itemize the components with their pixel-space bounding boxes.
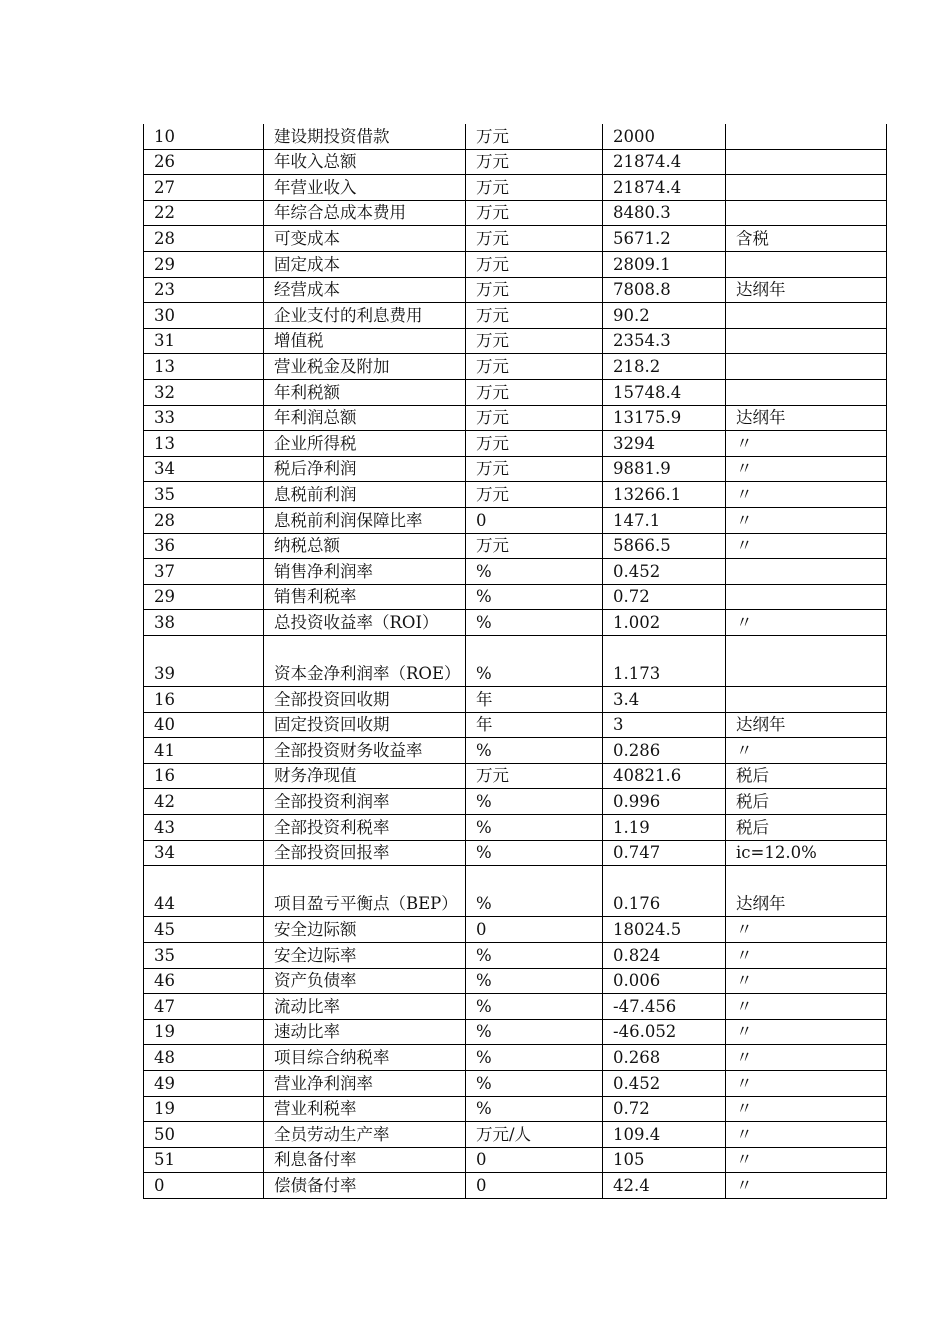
- table-row: [144, 405, 887, 431]
- note-cell: 〃: [726, 968, 887, 994]
- indicator-name-cell: 项目盈亏平衡点（BEP）: [264, 866, 466, 917]
- note-cell: [726, 251, 887, 277]
- table-row: [144, 1070, 887, 1096]
- unit-cell: 万元: [466, 175, 603, 201]
- row-number-cell: 35: [144, 943, 264, 969]
- row-number-cell: 49: [144, 1070, 264, 1096]
- unit-cell: 万元: [466, 431, 603, 457]
- value-cell: 3.4: [603, 687, 726, 713]
- row-number-cell: 35: [144, 482, 264, 508]
- unit-cell: 0: [466, 1173, 603, 1199]
- table-row: [144, 124, 887, 149]
- table-row: [144, 175, 887, 201]
- value-cell: 8480.3: [603, 200, 726, 226]
- indicator-name-cell: 营业净利润率: [264, 1070, 466, 1096]
- indicator-name-cell: 年利税额: [264, 379, 466, 405]
- table-row: [144, 200, 887, 226]
- unit-cell: %: [466, 866, 603, 917]
- indicator-name-cell: 利息备付率: [264, 1147, 466, 1173]
- value-cell: 0.006: [603, 968, 726, 994]
- table-row: [144, 687, 887, 713]
- table-row: [144, 1096, 887, 1122]
- row-number-cell: 39: [144, 635, 264, 686]
- indicator-name-cell: 年收入总额: [264, 149, 466, 175]
- indicator-name-cell: 全部投资回报率: [264, 840, 466, 866]
- value-cell: 0.176: [603, 866, 726, 917]
- table-row: [144, 866, 887, 917]
- note-cell: 〃: [726, 1019, 887, 1045]
- value-cell: 0.72: [603, 1096, 726, 1122]
- value-cell: 2000: [603, 124, 726, 149]
- table-row: [144, 1147, 887, 1173]
- note-cell: 〃: [726, 1122, 887, 1148]
- row-number-cell: 36: [144, 533, 264, 559]
- row-number-cell: 19: [144, 1096, 264, 1122]
- row-number-cell: 40: [144, 712, 264, 738]
- table-row: [144, 379, 887, 405]
- indicator-name-cell: 全部投资回收期: [264, 687, 466, 713]
- row-number-cell: 38: [144, 610, 264, 636]
- note-cell: 〃: [726, 431, 887, 457]
- unit-cell: %: [466, 1019, 603, 1045]
- unit-cell: %: [466, 943, 603, 969]
- table-row: [144, 840, 887, 866]
- row-number-cell: 33: [144, 405, 264, 431]
- unit-cell: 万元: [466, 124, 603, 149]
- unit-cell: 万元: [466, 482, 603, 508]
- table-row: [144, 354, 887, 380]
- note-cell: 税后: [726, 763, 887, 789]
- value-cell: 21874.4: [603, 175, 726, 201]
- unit-cell: %: [466, 610, 603, 636]
- table-row: [144, 1122, 887, 1148]
- note-cell: 税后: [726, 789, 887, 815]
- indicator-name-cell: 全部投资财务收益率: [264, 738, 466, 764]
- row-number-cell: 27: [144, 175, 264, 201]
- table-row: [144, 507, 887, 533]
- note-cell: [726, 379, 887, 405]
- row-number-cell: 10: [144, 124, 264, 149]
- table-row: [144, 815, 887, 841]
- indicator-name-cell: 资本金净利润率（ROE）: [264, 635, 466, 686]
- indicator-name-cell: 速动比率: [264, 1019, 466, 1045]
- indicator-name-cell: 增值税: [264, 328, 466, 354]
- unit-cell: %: [466, 559, 603, 585]
- unit-cell: 万元: [466, 328, 603, 354]
- row-number-cell: 31: [144, 328, 264, 354]
- indicator-name-cell: 资产负债率: [264, 968, 466, 994]
- note-cell: 〃: [726, 456, 887, 482]
- table-row: [144, 968, 887, 994]
- value-cell: 0.268: [603, 1045, 726, 1071]
- unit-cell: 年: [466, 712, 603, 738]
- indicator-name-cell: 项目综合纳税率: [264, 1045, 466, 1071]
- unit-cell: %: [466, 968, 603, 994]
- table-row: [144, 1045, 887, 1071]
- note-cell: 〃: [726, 1045, 887, 1071]
- unit-cell: %: [466, 584, 603, 610]
- note-cell: [726, 175, 887, 201]
- indicator-name-cell: 建设期投资借款: [264, 124, 466, 149]
- indicator-name-cell: 固定成本: [264, 251, 466, 277]
- value-cell: 0.996: [603, 789, 726, 815]
- note-cell: [726, 354, 887, 380]
- note-cell: [726, 559, 887, 585]
- note-cell: 〃: [726, 1096, 887, 1122]
- note-cell: 达纲年: [726, 405, 887, 431]
- unit-cell: %: [466, 840, 603, 866]
- table-row: [144, 1019, 887, 1045]
- row-number-cell: 41: [144, 738, 264, 764]
- table-row: [144, 610, 887, 636]
- note-cell: 〃: [726, 917, 887, 943]
- note-cell: [726, 635, 887, 686]
- unit-cell: 0: [466, 507, 603, 533]
- value-cell: -46.052: [603, 1019, 726, 1045]
- table-row: [144, 277, 887, 303]
- note-cell: 达纲年: [726, 712, 887, 738]
- value-cell: 42.4: [603, 1173, 726, 1199]
- note-cell: 达纲年: [726, 866, 887, 917]
- value-cell: 3: [603, 712, 726, 738]
- value-cell: 0.72: [603, 584, 726, 610]
- unit-cell: 万元: [466, 303, 603, 329]
- unit-cell: %: [466, 994, 603, 1020]
- table-row: [144, 738, 887, 764]
- row-number-cell: 43: [144, 815, 264, 841]
- indicator-name-cell: 息税前利润: [264, 482, 466, 508]
- value-cell: 3294: [603, 431, 726, 457]
- value-cell: 2354.3: [603, 328, 726, 354]
- table-row: [144, 251, 887, 277]
- unit-cell: 年: [466, 687, 603, 713]
- value-cell: 1.173: [603, 635, 726, 686]
- note-cell: [726, 149, 887, 175]
- unit-cell: %: [466, 1070, 603, 1096]
- unit-cell: 万元: [466, 379, 603, 405]
- row-number-cell: 22: [144, 200, 264, 226]
- note-cell: [726, 687, 887, 713]
- note-cell: 〃: [726, 1070, 887, 1096]
- unit-cell: 万元: [466, 277, 603, 303]
- row-number-cell: 29: [144, 251, 264, 277]
- row-number-cell: 34: [144, 456, 264, 482]
- value-cell: 7808.8: [603, 277, 726, 303]
- value-cell: 13175.9: [603, 405, 726, 431]
- row-number-cell: 23: [144, 277, 264, 303]
- note-cell: [726, 303, 887, 329]
- row-number-cell: 42: [144, 789, 264, 815]
- table-row: [144, 1173, 887, 1199]
- table-row: [144, 559, 887, 585]
- row-number-cell: 13: [144, 431, 264, 457]
- row-number-cell: 29: [144, 584, 264, 610]
- unit-cell: 万元: [466, 251, 603, 277]
- table-row: [144, 533, 887, 559]
- row-number-cell: 26: [144, 149, 264, 175]
- note-cell: ic=12.0%: [726, 840, 887, 866]
- indicator-name-cell: 安全边际额: [264, 917, 466, 943]
- row-number-cell: 44: [144, 866, 264, 917]
- indicator-name-cell: 企业所得税: [264, 431, 466, 457]
- note-cell: [726, 200, 887, 226]
- value-cell: 0.286: [603, 738, 726, 764]
- note-cell: 〃: [726, 482, 887, 508]
- row-number-cell: 13: [144, 354, 264, 380]
- unit-cell: 万元: [466, 533, 603, 559]
- table-row: [144, 456, 887, 482]
- value-cell: 18024.5: [603, 917, 726, 943]
- indicator-name-cell: 可变成本: [264, 226, 466, 252]
- indicator-name-cell: 全部投资利税率: [264, 815, 466, 841]
- indicator-name-cell: 纳税总额: [264, 533, 466, 559]
- row-number-cell: 28: [144, 507, 264, 533]
- table-row: [144, 482, 887, 508]
- note-cell: [726, 328, 887, 354]
- indicator-name-cell: 销售净利润率: [264, 559, 466, 585]
- value-cell: 5671.2: [603, 226, 726, 252]
- table-row: [144, 226, 887, 252]
- indicator-table-body: [144, 124, 887, 1198]
- table-row: [144, 149, 887, 175]
- indicator-name-cell: 息税前利润保障比率: [264, 507, 466, 533]
- note-cell: 达纲年: [726, 277, 887, 303]
- row-number-cell: 30: [144, 303, 264, 329]
- indicator-name-cell: 流动比率: [264, 994, 466, 1020]
- value-cell: 2809.1: [603, 251, 726, 277]
- note-cell: 〃: [726, 1147, 887, 1173]
- value-cell: 90.2: [603, 303, 726, 329]
- indicator-name-cell: 固定投资回收期: [264, 712, 466, 738]
- row-number-cell: 48: [144, 1045, 264, 1071]
- unit-cell: 万元: [466, 226, 603, 252]
- indicator-name-cell: 税后净利润: [264, 456, 466, 482]
- table-row: [144, 431, 887, 457]
- row-number-cell: 16: [144, 763, 264, 789]
- note-cell: 〃: [726, 610, 887, 636]
- table-row: [144, 994, 887, 1020]
- indicator-name-cell: 年营业收入: [264, 175, 466, 201]
- value-cell: 0.747: [603, 840, 726, 866]
- row-number-cell: 37: [144, 559, 264, 585]
- table-row: [144, 635, 887, 686]
- unit-cell: %: [466, 815, 603, 841]
- note-cell: 〃: [726, 507, 887, 533]
- indicator-name-cell: 年利润总额: [264, 405, 466, 431]
- note-cell: 〃: [726, 943, 887, 969]
- indicator-name-cell: 偿债备付率: [264, 1173, 466, 1199]
- note-cell: 税后: [726, 815, 887, 841]
- value-cell: -47.456: [603, 994, 726, 1020]
- row-number-cell: 45: [144, 917, 264, 943]
- note-cell: 〃: [726, 533, 887, 559]
- value-cell: 109.4: [603, 1122, 726, 1148]
- indicator-name-cell: 全部投资利润率: [264, 789, 466, 815]
- indicator-name-cell: 销售利税率: [264, 584, 466, 610]
- unit-cell: 万元: [466, 200, 603, 226]
- row-number-cell: 0: [144, 1173, 264, 1199]
- indicator-name-cell: 安全边际率: [264, 943, 466, 969]
- table-row: [144, 328, 887, 354]
- unit-cell: 万元: [466, 456, 603, 482]
- value-cell: 21874.4: [603, 149, 726, 175]
- row-number-cell: 51: [144, 1147, 264, 1173]
- unit-cell: 万元/人: [466, 1122, 603, 1148]
- unit-cell: 万元: [466, 405, 603, 431]
- value-cell: 13266.1: [603, 482, 726, 508]
- indicator-table: [143, 124, 887, 1199]
- unit-cell: 万元: [466, 149, 603, 175]
- value-cell: 0.824: [603, 943, 726, 969]
- value-cell: 105: [603, 1147, 726, 1173]
- table-row: [144, 763, 887, 789]
- row-number-cell: 32: [144, 379, 264, 405]
- value-cell: 1.002: [603, 610, 726, 636]
- value-cell: 0.452: [603, 559, 726, 585]
- unit-cell: %: [466, 1045, 603, 1071]
- table-row: [144, 943, 887, 969]
- row-number-cell: 16: [144, 687, 264, 713]
- unit-cell: %: [466, 789, 603, 815]
- table-row: [144, 712, 887, 738]
- table-row: [144, 303, 887, 329]
- indicator-name-cell: 企业支付的利息费用: [264, 303, 466, 329]
- indicator-name-cell: 财务净现值: [264, 763, 466, 789]
- table-row: [144, 789, 887, 815]
- table-row: [144, 917, 887, 943]
- unit-cell: 万元: [466, 354, 603, 380]
- unit-cell: 0: [466, 917, 603, 943]
- value-cell: 0.452: [603, 1070, 726, 1096]
- value-cell: 40821.6: [603, 763, 726, 789]
- value-cell: 9881.9: [603, 456, 726, 482]
- note-cell: 〃: [726, 994, 887, 1020]
- indicator-name-cell: 全员劳动生产率: [264, 1122, 466, 1148]
- indicator-name-cell: 营业利税率: [264, 1096, 466, 1122]
- unit-cell: 0: [466, 1147, 603, 1173]
- note-cell: 含税: [726, 226, 887, 252]
- note-cell: 〃: [726, 738, 887, 764]
- row-number-cell: 19: [144, 1019, 264, 1045]
- indicator-name-cell: 营业税金及附加: [264, 354, 466, 380]
- indicator-name-cell: 年综合总成本费用: [264, 200, 466, 226]
- row-number-cell: 47: [144, 994, 264, 1020]
- row-number-cell: 34: [144, 840, 264, 866]
- indicator-name-cell: 经营成本: [264, 277, 466, 303]
- unit-cell: %: [466, 635, 603, 686]
- note-cell: 〃: [726, 1173, 887, 1199]
- note-cell: [726, 584, 887, 610]
- unit-cell: 万元: [466, 763, 603, 789]
- value-cell: 218.2: [603, 354, 726, 380]
- unit-cell: %: [466, 738, 603, 764]
- row-number-cell: 28: [144, 226, 264, 252]
- row-number-cell: 50: [144, 1122, 264, 1148]
- indicator-name-cell: 总投资收益率（ROI）: [264, 610, 466, 636]
- row-number-cell: 46: [144, 968, 264, 994]
- value-cell: 5866.5: [603, 533, 726, 559]
- value-cell: 15748.4: [603, 379, 726, 405]
- note-cell: [726, 124, 887, 149]
- table-row: [144, 584, 887, 610]
- value-cell: 1.19: [603, 815, 726, 841]
- unit-cell: %: [466, 1096, 603, 1122]
- value-cell: 147.1: [603, 507, 726, 533]
